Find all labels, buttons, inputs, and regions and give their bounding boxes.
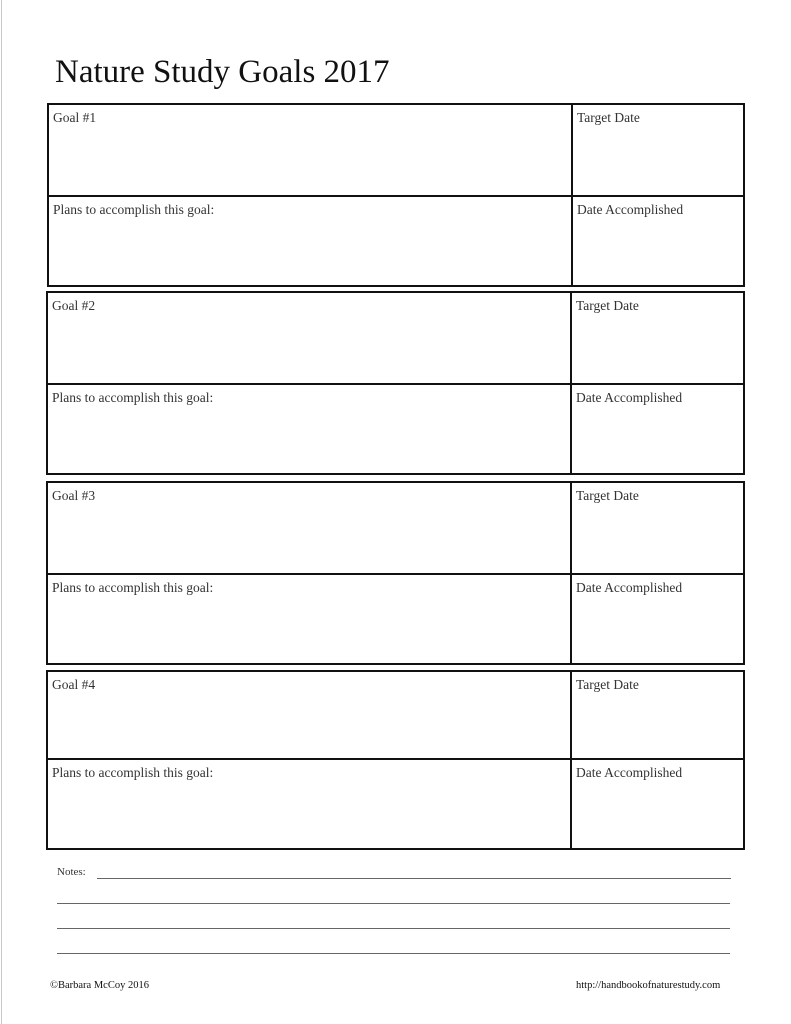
target-date-label: Target Date [576,488,639,503]
target-date-cell[interactable] [572,483,743,573]
notes-line[interactable] [57,953,730,954]
plans-cell[interactable] [48,575,570,663]
date-accomplished-label: Date Accomplished [576,390,683,405]
target-date-cell[interactable] [572,672,743,758]
goal-block-2 [46,291,745,475]
goal-label: Goal #1 [53,110,97,125]
date-accomplished-label: Date Accomplished [577,202,684,217]
notes-line[interactable] [57,928,730,929]
plans-cell[interactable] [49,197,571,285]
goal-cell[interactable] [48,672,570,758]
plans-label: Plans to accomplish this goal: [53,202,215,217]
goal-label: Goal #2 [52,298,96,313]
notes-label: Notes: [57,866,86,878]
goal-block-1 [47,103,745,287]
date-accomplished-cell[interactable] [573,197,743,285]
goal-cell[interactable] [48,483,570,573]
date-accomplished-label: Date Accomplished [576,765,683,780]
plans-label: Plans to accomplish this goal: [52,580,214,595]
goal-cell[interactable] [48,293,570,383]
date-accomplished-cell[interactable] [572,760,743,848]
plans-cell[interactable] [48,385,570,473]
goal-label: Goal #3 [52,488,96,503]
target-date-cell[interactable] [572,293,743,383]
notes-line[interactable] [97,878,731,879]
goal-block-4 [46,670,745,850]
target-date-label: Target Date [576,677,639,692]
goal-block-3 [46,481,745,665]
website-url: http://handbookofnaturestudy.com [576,980,721,991]
plans-label: Plans to accomplish this goal: [52,765,214,780]
goal-cell[interactable] [49,105,571,195]
page-edge-line [1,0,2,1024]
date-accomplished-label: Date Accomplished [576,580,683,595]
date-accomplished-cell[interactable] [572,575,743,663]
goal-label: Goal #4 [52,677,96,692]
date-accomplished-cell[interactable] [572,385,743,473]
notes-line[interactable] [57,903,730,904]
target-date-cell[interactable] [573,105,743,195]
target-date-label: Target Date [577,110,640,125]
copyright-text: ©Barbara McCoy 2016 [50,980,149,991]
plans-label: Plans to accomplish this goal: [52,390,214,405]
target-date-label: Target Date [576,298,639,313]
page-title: Nature Study Goals 2017 [55,54,390,90]
plans-cell[interactable] [48,760,570,848]
